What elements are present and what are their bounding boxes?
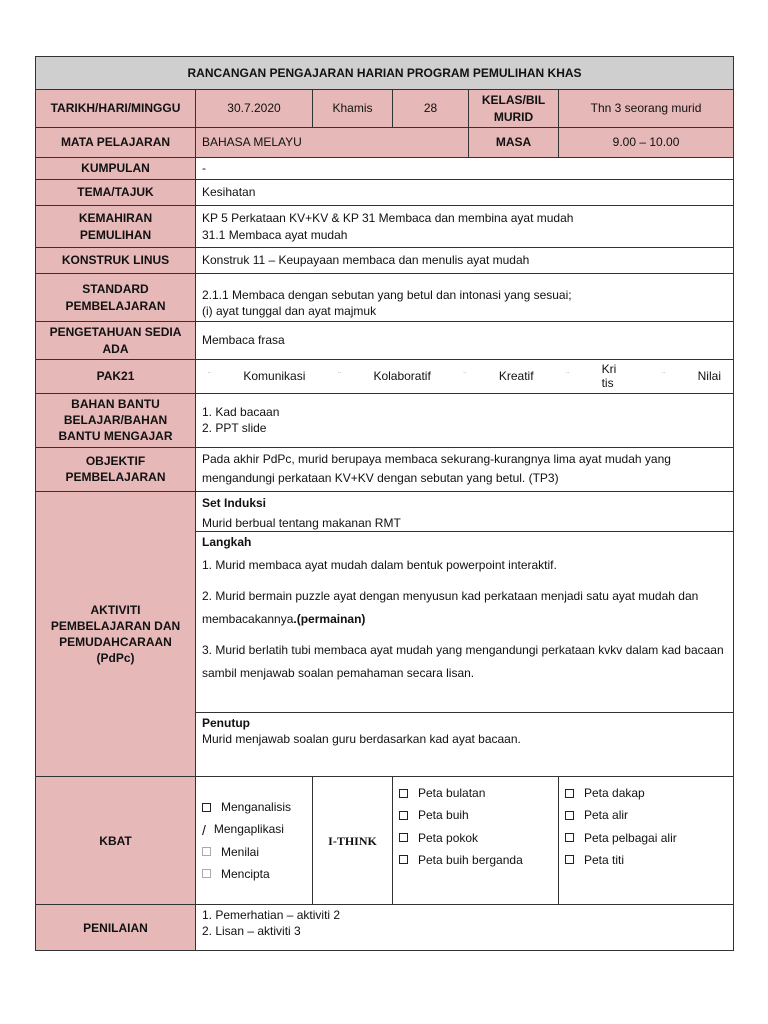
konstruk-value: Konstruk 11 – Keupayaan membaca dan menulis ayat mudah	[196, 248, 734, 274]
bahan-row	[36, 394, 734, 448]
penilaian-label: PENILAIAN	[36, 905, 196, 951]
objektif-row	[36, 447, 734, 492]
standard-row	[36, 274, 734, 322]
pak21-label: PAK21	[36, 360, 196, 394]
penilaian-row	[36, 905, 734, 951]
checkbox-icon	[202, 869, 211, 878]
set-induksi-block	[196, 493, 733, 532]
pak21-marker: ¨	[463, 371, 467, 381]
pengetahuan-value: Membaca frasa	[196, 322, 734, 360]
set-induksi-text: Murid berbual tentang makanan RMT	[202, 516, 401, 531]
aktiviti-row	[36, 492, 734, 777]
day-value: Khamis	[313, 90, 393, 128]
langkah-step-2	[202, 585, 727, 631]
lesson-plan-sheet	[35, 56, 733, 951]
tema-row	[36, 180, 734, 206]
kemahiran-line-1: KP 5 Perkataan KV+KV & KP 31 Membaca dan membina ayat mudah	[202, 211, 574, 226]
peta-col-2	[559, 777, 734, 905]
peta-item: Peta dakap	[565, 785, 727, 801]
document-title: RANCANGAN PENGAJARAN HARIAN PROGRAM PEMULIHAN KHAS	[36, 57, 734, 90]
checkbox-icon	[202, 803, 211, 812]
peta-item: Peta alir	[565, 807, 727, 823]
pak21-item: Komunikasi	[243, 369, 306, 384]
bahan-label: BAHAN BANTU BELAJAR/BAHAN BANTU MENGAJAR	[36, 394, 196, 448]
checkbox-icon	[202, 847, 211, 856]
kumpulan-row	[36, 158, 734, 180]
checkbox-icon	[399, 833, 408, 842]
peta-col-1	[393, 777, 559, 905]
pak21-marker: ¨	[662, 371, 665, 381]
pengetahuan-label: PENGETAHUAN SEDIA ADA	[36, 322, 196, 360]
tarikh-row	[36, 90, 734, 128]
konstruk-row	[36, 248, 734, 274]
standard-line-1: 2.1.1 Membaca dengan sebutan yang betul dan intonasi yang sesuai;	[202, 287, 572, 302]
pak21-item: Kri tis	[601, 362, 617, 390]
penilaian-value	[196, 905, 734, 951]
aktiviti-label: AKTIVITI PEMBELAJARAN DAN PEMUDAHCARAAN (PdPc)	[36, 492, 196, 777]
tarikh-label: TARIKH/HARI/MINGGU	[36, 90, 196, 128]
pak21-item: Kolaboratif	[373, 369, 431, 384]
kbat-list	[196, 777, 313, 905]
konstruk-label: KONSTRUK LINUS	[36, 248, 196, 274]
tema-value: Kesihatan	[196, 180, 734, 206]
langkah-step-3: 3. Murid berlatih tubi membaca ayat mudah yang mengandungi perkataan kvkv dalam kad bacaan sambil menjawab soalan pemahaman secara lisan.	[202, 642, 724, 680]
tema-label: TEMA/TAJUK	[36, 180, 196, 206]
date-value: 30.7.2020	[196, 90, 313, 128]
bahan-line-1: 1. Kad bacaan	[202, 405, 280, 420]
bahan-line-2: 2. PPT slide	[202, 421, 267, 436]
lesson-plan-table	[35, 56, 734, 951]
kumpulan-label: KUMPULAN	[36, 158, 196, 180]
masa-value: 9.00 – 10.00	[559, 128, 734, 158]
kemahiran-value	[196, 206, 734, 248]
mata-value: BAHASA MELAYU	[196, 128, 469, 158]
standard-line-2: (i) ayat tunggal dan ayat majmuk	[202, 303, 377, 318]
masa-label: MASA	[469, 128, 559, 158]
kbat-item: Menilai	[202, 844, 306, 860]
kumpulan-value: -	[196, 158, 734, 180]
checkbox-icon	[565, 855, 574, 864]
kbat-row	[36, 777, 734, 905]
kbat-item: / Mengaplikasi	[202, 821, 284, 838]
kelas-label: KELAS/BIL MURID	[469, 90, 559, 128]
pak21-item: Nilai	[697, 369, 721, 384]
checkbox-icon	[399, 811, 408, 820]
kbat-label: KBAT	[36, 777, 196, 905]
peta-item: Peta pelbagai alir	[565, 830, 727, 846]
ithink-label: I-THINK	[313, 777, 393, 905]
checkbox-icon	[565, 789, 574, 798]
kelas-value: Thn 3 seorang murid	[559, 90, 734, 128]
set-induksi-title: Set Induksi	[202, 496, 267, 511]
peta-item: Peta pokok	[399, 830, 552, 846]
peta-item: Peta buih berganda	[399, 852, 552, 868]
penutup-block	[196, 713, 733, 775]
pak21-marker: ¨	[566, 371, 569, 381]
bahan-value	[196, 394, 734, 448]
penilaian-line-1: 1. Pemerhatian – aktiviti 2	[202, 908, 341, 923]
mata-row	[36, 128, 734, 158]
pak21-row	[36, 360, 734, 394]
kemahiran-row	[36, 206, 734, 248]
langkah-title: Langkah	[202, 535, 252, 550]
pak21-value	[196, 360, 734, 394]
kemahiran-line-2: 31.1 Membaca ayat mudah	[202, 227, 348, 242]
langkah-step-2-bold: .(permainan)	[293, 611, 366, 626]
pengetahuan-row	[36, 322, 734, 360]
peta-item: Peta titi	[565, 852, 727, 868]
pak21-marker: ¨	[338, 371, 341, 381]
penutup-title: Penutup	[202, 716, 250, 731]
checkbox-icon	[399, 789, 408, 798]
mata-label: MATA PELAJARAN	[36, 128, 196, 158]
peta-item: Peta buih	[399, 807, 552, 823]
objektif-value: Pada akhir PdPc, murid berupaya membaca sekurang-kurangnya lima ayat mudah yang mengandungi perkataan KV+KV dengan sebutan yang betul. (TP3)	[196, 447, 734, 492]
langkah-step-1: 1. Murid membaca ayat mudah dalam bentuk powerpoint interaktif.	[202, 558, 557, 573]
langkah-block	[196, 532, 733, 713]
checkbox-icon	[399, 855, 408, 864]
checked-mark-icon: /	[202, 821, 206, 838]
langkah-step-2-text: 2. Murid bermain puzzle ayat dengan menyusun kad perkataan menjadi satu ayat mudah dan membacakannya	[202, 589, 699, 626]
checkbox-icon	[565, 833, 574, 842]
standard-value	[196, 274, 734, 322]
penilaian-line-2: 2. Lisan – aktiviti 3	[202, 924, 301, 939]
pak21-marker: ¨	[208, 371, 211, 381]
pak21-item: Kreatif	[498, 369, 534, 384]
checkbox-icon	[565, 811, 574, 820]
objektif-label: OBJEKTIF PEMBELAJARAN	[36, 447, 196, 492]
kbat-item: Mencipta	[202, 866, 306, 882]
standard-label: STANDARD PEMBELAJARAN	[36, 274, 196, 322]
peta-item: Peta bulatan	[399, 785, 552, 801]
kbat-item: Menganalisis	[202, 799, 306, 815]
penutup-text: Murid menjawab soalan guru berdasarkan kad ayat bacaan.	[202, 732, 521, 747]
week-value: 28	[393, 90, 469, 128]
pak21-list	[202, 363, 727, 389]
kemahiran-label: KEMAHIRAN PEMULIHAN	[36, 206, 196, 248]
aktiviti-content	[196, 492, 734, 777]
title-row	[36, 57, 734, 90]
